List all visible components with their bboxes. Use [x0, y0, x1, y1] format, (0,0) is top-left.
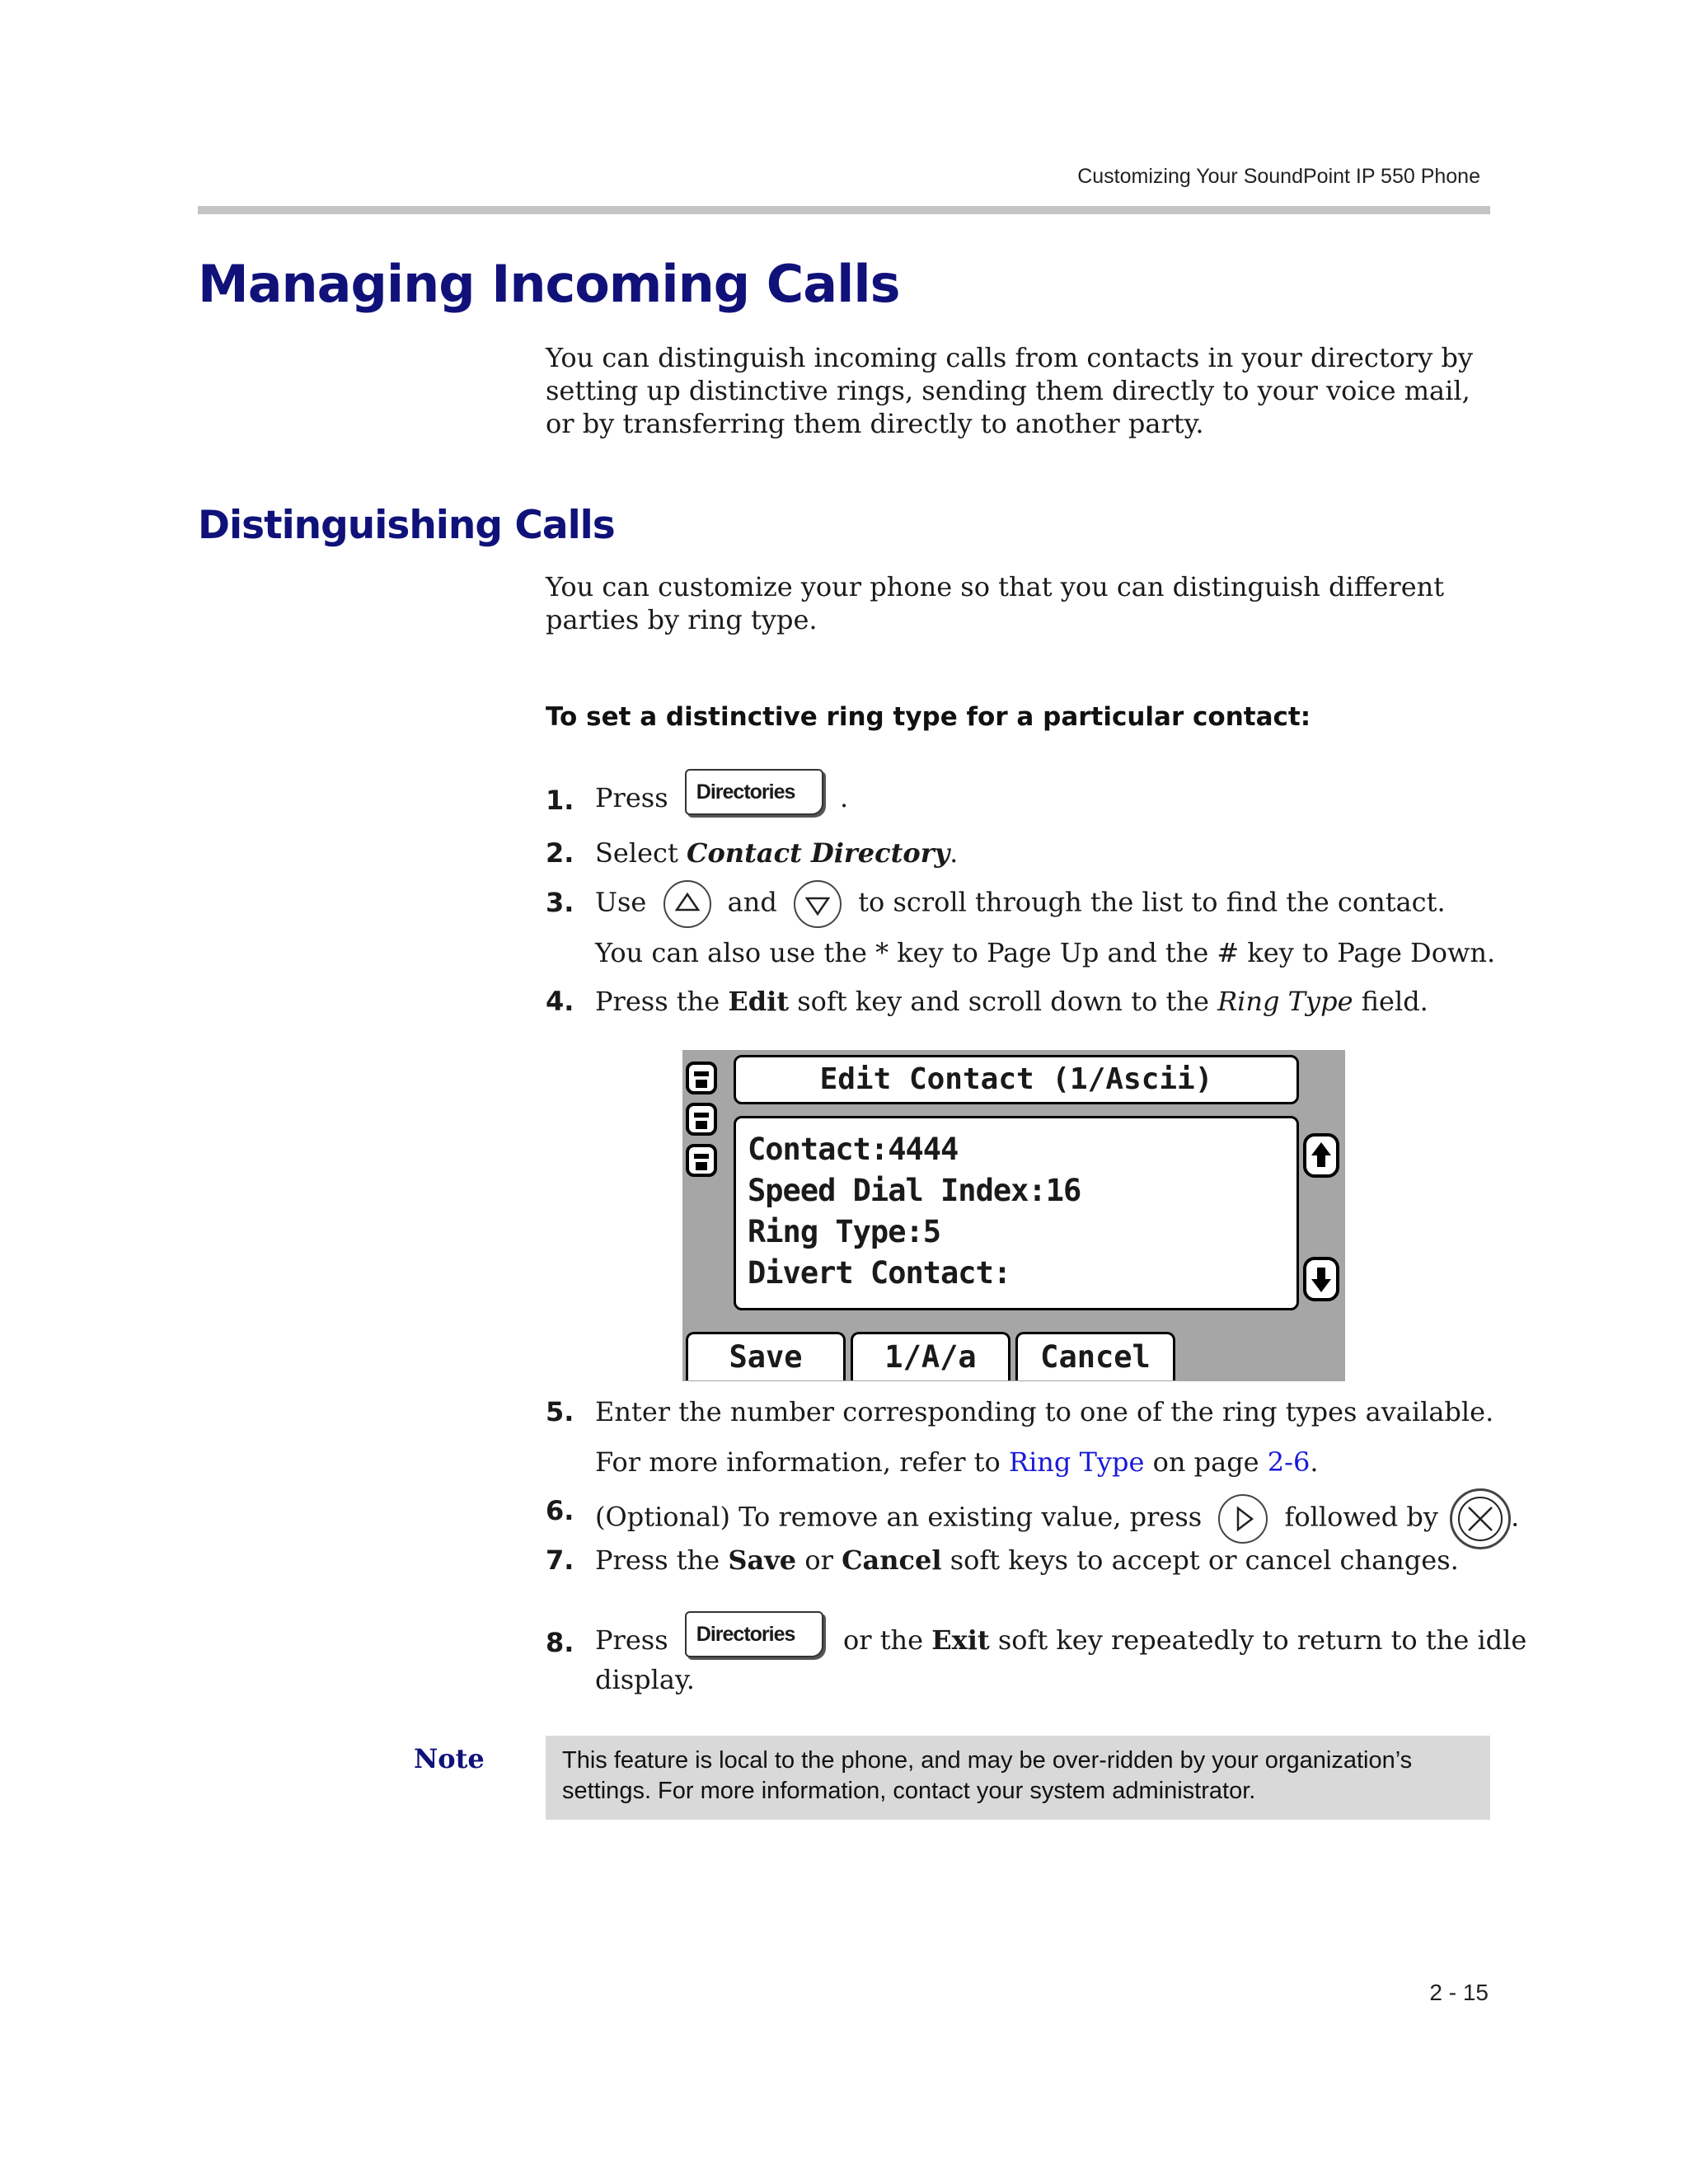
procedure-title: To set a distinctive ring type for a particular contact: — [546, 702, 1311, 732]
screen-line-speed-dial: Speed Dial Index:16 — [748, 1173, 1081, 1208]
step-number: 3. — [546, 887, 574, 918]
up-arrow-key-icon — [663, 880, 711, 928]
running-header: Customizing Your SoundPoint IP 550 Phone — [1077, 165, 1480, 188]
delete-key-icon — [1450, 1488, 1511, 1549]
step-2: Select Contact Directory. — [595, 837, 959, 869]
line-key-phone-icon — [686, 1144, 719, 1177]
page-link[interactable]: 2-6 — [1267, 1446, 1311, 1478]
screen-body — [734, 1116, 1299, 1310]
page-number: 2 - 15 — [1429, 1980, 1489, 2005]
subsection-intro: You can customize your phone so that you can distinguish different parties by ring type. — [546, 571, 1445, 635]
note-box — [546, 1736, 1490, 1820]
step-3-note: You can also use the * key to Page Up and the # key to Page Down. — [595, 937, 1496, 968]
section-intro: You can distinguish incoming calls from contacts in your directory by setting up distinctive rings, sending them directly to your voice mail, or by transferring them directly to another party. — [546, 342, 1474, 439]
step-number: 1. — [546, 785, 574, 816]
step-8: Press Directories or the Exit soft key repeatedly to return to the idle — [595, 1624, 1526, 1657]
right-arrow-key-icon — [1218, 1494, 1268, 1544]
step-1: Press Directories . — [595, 781, 848, 815]
subsection-title: Distinguishing Calls — [198, 503, 615, 548]
section-title: Managing Incoming Calls — [198, 254, 900, 314]
step-5-reference: For more information, refer to Ring Type on page 2-6. — [595, 1446, 1319, 1478]
step-3: Use and to scroll through the list to find the contact. — [595, 880, 1446, 928]
step-number: 7. — [546, 1544, 574, 1576]
directories-key[interactable]: Directories — [685, 1611, 823, 1657]
step-number: 5. — [546, 1396, 574, 1427]
screen-line-contact: Contact:4444 — [748, 1132, 959, 1167]
step-number: 4. — [546, 986, 574, 1017]
step-4: Press the Edit soft key and scroll down to the Ring Type field. — [595, 986, 1428, 1017]
step-7: Press the Save or Cancel soft keys to accept or cancel changes. — [595, 1544, 1459, 1576]
step-8-continued: display. — [595, 1664, 695, 1695]
step-number: 2. — [546, 837, 574, 869]
line-key-phone-icon — [686, 1062, 719, 1094]
scroll-up-icon — [1302, 1132, 1340, 1179]
softkey-cancel: Cancel — [1015, 1332, 1175, 1380]
header-rule — [198, 206, 1490, 214]
step-number: 6. — [546, 1495, 574, 1526]
softkey-save: Save — [686, 1332, 846, 1380]
step-number: 8. — [546, 1627, 574, 1658]
note-text: This feature is local to the phone, and may be over-ridden by your organization’s settings. For more information, contact your system administrator. — [562, 1747, 1413, 1804]
screen-line-ring-type: Ring Type:5 — [748, 1214, 941, 1249]
scroll-down-icon — [1302, 1256, 1340, 1302]
directories-key[interactable]: Directories — [685, 769, 823, 815]
line-key-phone-icon — [686, 1103, 719, 1136]
step-5: Enter the number corresponding to one of the ring types available. — [595, 1396, 1494, 1427]
ring-type-link[interactable]: Ring Type — [1008, 1446, 1145, 1478]
step-6: (Optional) To remove an existing value, press followed by . — [595, 1488, 1519, 1549]
screen-line-divert-contact: Divert Contact: — [748, 1255, 1011, 1291]
note-label: Note — [414, 1743, 485, 1774]
phone-screen-illustration — [682, 1050, 1345, 1381]
down-arrow-key-icon — [794, 880, 842, 928]
screen-title: Edit Contact (1/Ascii) — [734, 1055, 1299, 1104]
softkey-mode: 1/A/a — [851, 1332, 1010, 1380]
